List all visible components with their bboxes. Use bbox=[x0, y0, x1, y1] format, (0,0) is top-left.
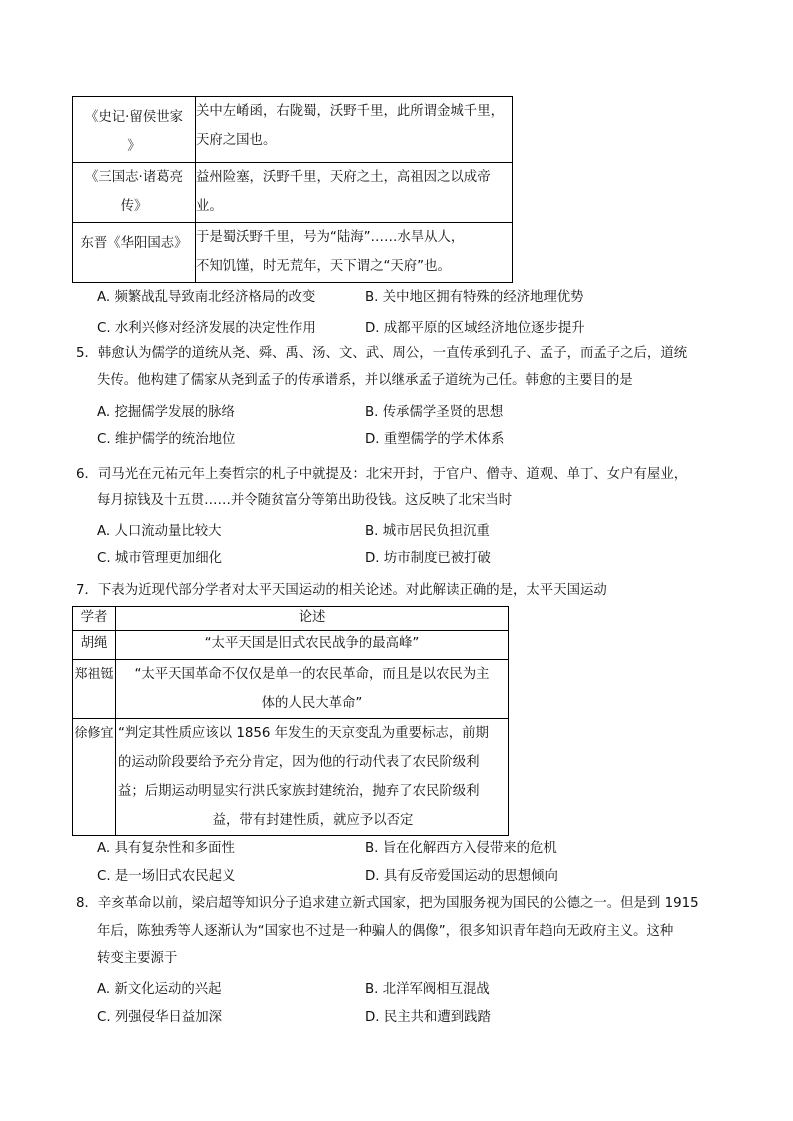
q6-option-a: A. 人口流动量比较大 bbox=[97, 524, 222, 539]
source-line: 东晋《华阳国志》 bbox=[80, 236, 188, 251]
statement-cell bbox=[116, 660, 509, 719]
header-scholar: 学者 bbox=[73, 607, 116, 631]
table-header-row bbox=[73, 607, 509, 631]
source-cell bbox=[73, 163, 196, 223]
table-row bbox=[73, 163, 513, 223]
statement-cell bbox=[116, 631, 509, 660]
source-line: 《史记·留侯世家 bbox=[85, 110, 183, 125]
statement-line: “太平天国革命不仅仅是单一的农民革命，而且是以农民为主 bbox=[134, 667, 490, 682]
q8-option-b: B. 北洋军阀相互混战 bbox=[365, 982, 490, 997]
q6-option-d: D. 坊市制度已被打破 bbox=[365, 551, 491, 566]
q8-option-d: D. 民主共和遭到践踏 bbox=[365, 1010, 491, 1025]
source-table bbox=[72, 96, 513, 283]
statement-cell bbox=[116, 719, 509, 836]
header-statement: 论述 bbox=[116, 607, 509, 631]
source-cell bbox=[73, 223, 196, 283]
q7-option-b: B. 旨在化解西方入侵带来的危机 bbox=[365, 841, 557, 856]
source-cell bbox=[73, 97, 196, 163]
table-row bbox=[73, 660, 509, 719]
quote-line: 不知饥馑，时无荒年，天下谓之“天府”也。 bbox=[196, 259, 451, 274]
q8-option-c: C. 列强侵华日益加深 bbox=[97, 1010, 222, 1025]
q6-stem-line-1: 6．司马光在元祐元年上奏哲宗的札子中就提及：北宋开封，于官户、僧寺、道观、单丁、女户有屋业， bbox=[76, 467, 688, 482]
quote-cell bbox=[196, 223, 513, 283]
scholar-table bbox=[72, 606, 509, 836]
q6-option-c: C. 城市管理更加细化 bbox=[97, 551, 222, 566]
statement-line: 益；后期运动明显实行洪氏家族封建统治，抛弃了农民阶级利 bbox=[118, 784, 480, 799]
quote-line: 益州险塞，沃野千里，天府之土，高祖因之以成帝 bbox=[196, 170, 491, 185]
scholar-name: 徐修宜 bbox=[73, 719, 116, 836]
q6-option-b: B. 城市居民负担沉重 bbox=[365, 524, 490, 539]
q5-option-b: B. 传承儒学圣贤的思想 bbox=[365, 405, 504, 420]
q5-option-d: D. 重塑儒学的学术体系 bbox=[365, 432, 505, 447]
table-row bbox=[73, 97, 513, 163]
table-row bbox=[73, 719, 509, 836]
quote-cell bbox=[196, 163, 513, 223]
table-row bbox=[73, 631, 509, 660]
statement-line: “太平天国是旧式农民战争的最高峰” bbox=[204, 636, 420, 651]
q7-option-c: C. 是一场旧式农民起义 bbox=[97, 869, 236, 884]
quote-line: 天府之国也。 bbox=[196, 133, 277, 148]
scholar-name: 郑祖铤 bbox=[73, 660, 116, 719]
q4-option-c: C. 水利兴修对经济发展的决定性作用 bbox=[97, 321, 316, 336]
q5-stem-line-2: 失传。他构建了儒家从尧到孟子的传承谱系，并以继承孟子道统为己任。韩愈的主要目的是 bbox=[97, 373, 633, 388]
q5-stem-line-1: 5．韩愈认为儒学的道统从尧、舜、禹、汤、文、武、周公，一直传承到孔子、孟子，而孟子之后，道统 bbox=[76, 346, 688, 361]
source-line: 》 bbox=[127, 139, 141, 154]
table-row bbox=[73, 223, 513, 283]
statement-line: 益，带有封建性质，就应予以否定 bbox=[212, 813, 414, 828]
source-line: 传》 bbox=[120, 199, 148, 214]
quote-cell bbox=[196, 97, 513, 163]
q7-option-d: D. 具有反帝爱国运动的思想倾向 bbox=[365, 869, 558, 884]
q6-stem-line-2: 每月掠钱及十五贯……并令随贫富分等第出助役钱。这反映了北宋当时 bbox=[97, 493, 513, 508]
q4-option-b: B. 关中地区拥有特殊的经济地理优势 bbox=[365, 290, 584, 305]
scholar-name: 胡绳 bbox=[73, 631, 116, 660]
q7-option-a: A. 具有复杂性和多面性 bbox=[97, 841, 235, 856]
statement-line: 体的人民大革命” bbox=[261, 696, 363, 711]
statement-line: “判定其性质应该以 1856 年发生的天京变乱为重要标志，前期 bbox=[118, 726, 489, 741]
q8-stem-line-1: 8．辛亥革命以前，梁启超等知识分子追求建立新式国家，把为国服务视为国民的公德之一。但是到 1915 bbox=[76, 896, 699, 911]
q8-option-a: A. 新文化运动的兴起 bbox=[97, 982, 222, 997]
source-line: 《三国志·诸葛亮 bbox=[85, 170, 183, 185]
q4-option-d: D. 成都平原的区域经济地位逐步提升 bbox=[365, 321, 585, 336]
statement-line: 的运动阶段要给予充分肯定，因为他的行动代表了农民阶级利 bbox=[118, 755, 480, 770]
q7-stem: 7．下表为近现代部分学者对太平天国运动的相关论述。对此解读正确的是，太平天国运动 bbox=[76, 583, 607, 598]
q5-option-a: A. 挖掘儒学发展的脉络 bbox=[97, 405, 235, 420]
q4-option-a: A. 频繁战乱导致南北经济格局的改变 bbox=[97, 290, 316, 305]
quote-line: 业。 bbox=[196, 199, 223, 214]
quote-line: 关中左崤函，右陇蜀，沃野千里，此所谓金城千里， bbox=[196, 104, 504, 119]
q8-stem-line-3: 转变主要源于 bbox=[97, 951, 178, 966]
q5-option-c: C. 维护儒学的统治地位 bbox=[97, 432, 236, 447]
q8-stem-line-2: 年后，陈独秀等人逐渐认为“国家也不过是一种骗人的偶像”，很多知识青年趋向无政府主义。这种 bbox=[97, 924, 674, 939]
quote-line: 于是蜀沃野千里，号为“陆海”……水旱从人， bbox=[196, 230, 465, 245]
